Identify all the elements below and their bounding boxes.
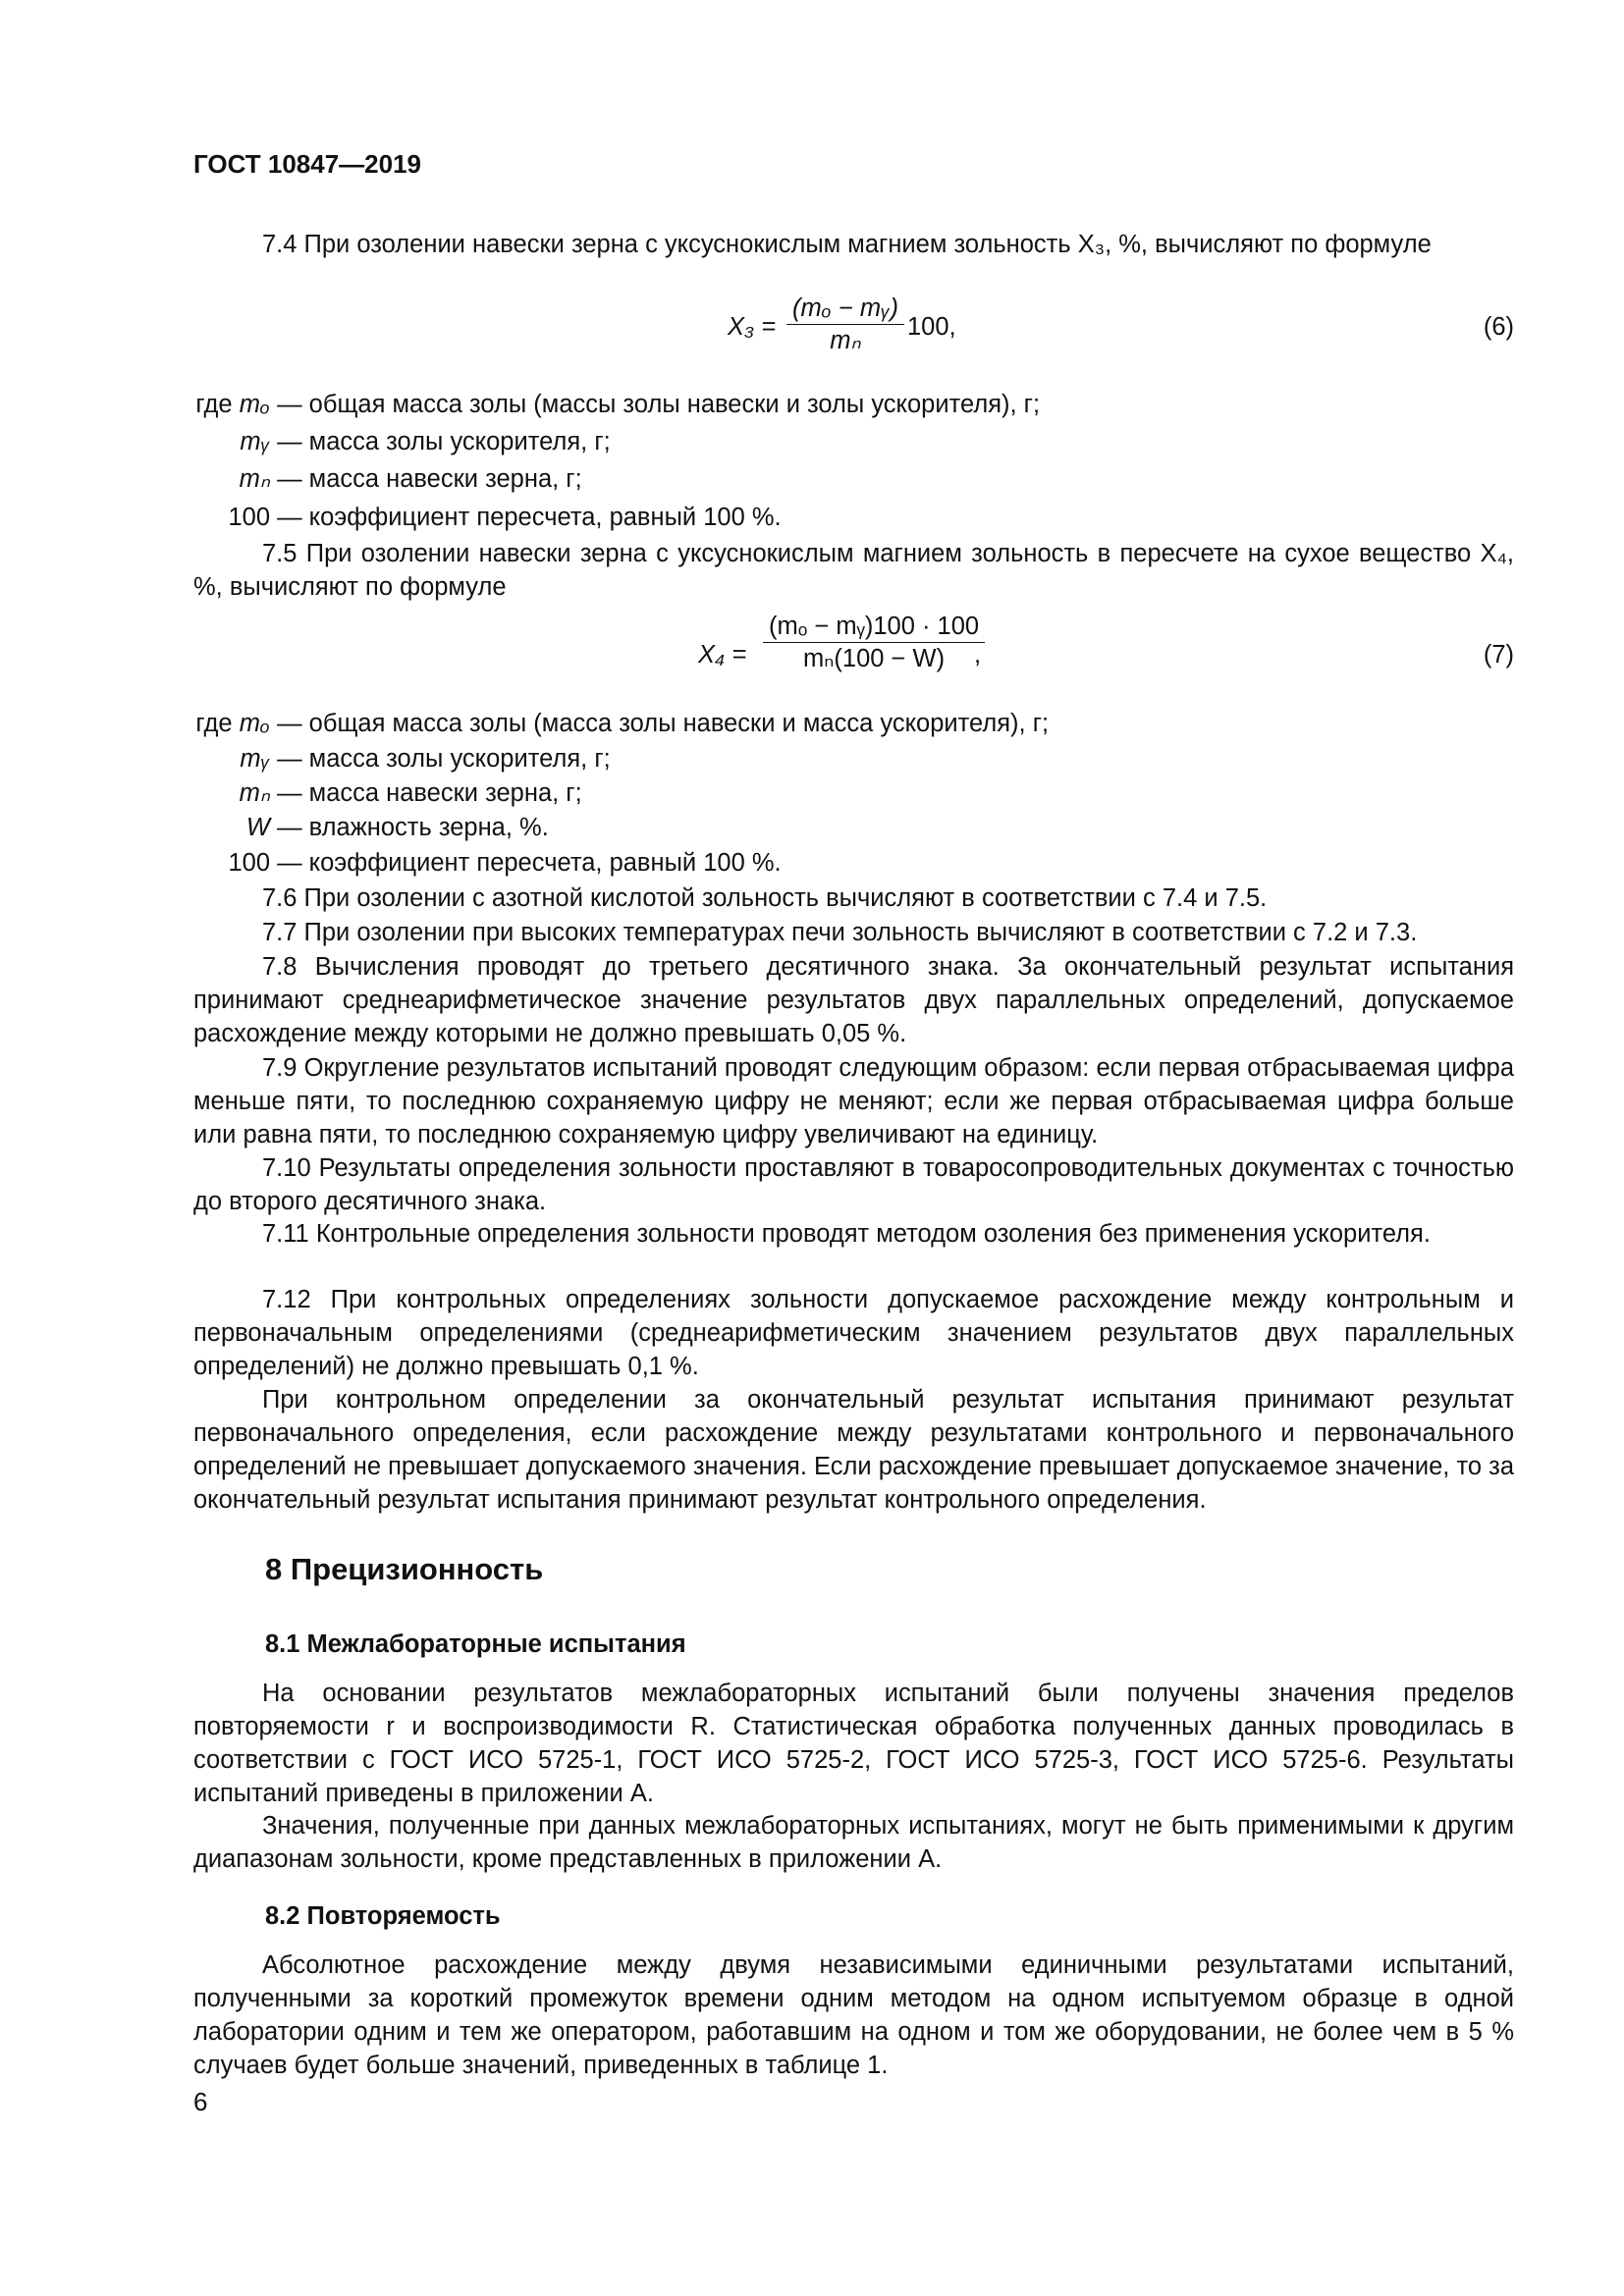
formula-6-denominator: mₙ <box>830 327 861 354</box>
paragraph-7-12-continued: При контрольном определении за окончательный результат испытания принимают результат первоначального определения, если расхождение между результатами контрольного и первоначального определений не превышает допускаемого значения. Если расхождение превышает допускаемое значение, то за окончательный результат испытания принимают результат контрольного определения. <box>193 1386 1514 1514</box>
legend-6-text: — общая масса золы (массы золы навески и золы ускорителя), г; <box>270 391 1041 418</box>
legend-6-text: — масса золы ускорителя, г; <box>270 428 611 455</box>
formula-7-fraction <box>763 611 985 674</box>
legend-7-text: — масса золы ускорителя, г; <box>270 745 611 773</box>
legend-6-symbol: mᵧ <box>240 428 270 455</box>
formula-7-numerator: (mₒ − mᵧ)100 · 100 <box>763 611 985 643</box>
paragraph-8-1-b: Значения, полученные при данных межлабораторных испытаниях, могут не быть применимыми к другим диапазонам зольности, кроме представленных в приложении А. <box>193 1812 1514 1873</box>
formula-7 <box>193 611 1514 689</box>
paragraph-7-8: 7.8 Вычисления проводят до третьего десятичного знака. За окончательный результат испытания принимают среднеарифметическое значение результатов двух параллельных определений, допускаемое расхождение между которыми не должно превышать 0,05 %. <box>193 953 1514 1047</box>
legend-7-symbol: mᵧ <box>240 745 270 773</box>
formula-6 <box>193 293 1514 371</box>
paragraph-7-11: 7.11 Контрольные определения зольности проводят методом озоления без применения ускорителя. <box>262 1220 1431 1248</box>
formula-6-tail: 100, <box>907 313 956 341</box>
legend-6-where: где <box>195 391 240 418</box>
legend-7-text: — коэффициент пересчета, равный 100 %. <box>270 849 782 877</box>
document-header: ГОСТ 10847—2019 <box>193 149 421 179</box>
paragraph-7-4: 7.4 При озолении навески зерна с уксуснокислым магнием зольность X₃, %, вычисляют по формуле <box>262 231 1432 258</box>
legend-7-symbol: mₙ <box>239 779 270 807</box>
section-heading-8: 8 Прецизионность <box>265 1552 544 1586</box>
legend-7-item <box>193 846 1514 880</box>
legend-6-text: — коэффициент пересчета, равный 100 %. <box>270 504 782 531</box>
legend-7-item <box>193 707 1514 740</box>
legend-7-where: где <box>195 710 240 737</box>
paragraph-7-10: 7.10 Результаты определения зольности проставляют в товаросопроводительных документах с точностью до второго десятичного знака. <box>193 1154 1514 1215</box>
subsection-heading-8-2: 8.2 Повторяемость <box>265 1902 501 1930</box>
legend-6-symbol: mₙ <box>239 465 270 493</box>
paragraph-8-2: Абсолютное расхождение между двумя независимыми единичными результатами испытаний, полученными за короткий промежуток времени одним методом на одном испытуемом образце в одной лаборатории одним и тем же оператором, работавшим на одном и том же оборудовании, не более чем в 5 % случаев будет больше значений, приведенных в таблице 1. <box>193 1951 1514 2079</box>
legend-6-symbol: mₒ <box>239 391 270 418</box>
formula-7-tail: , <box>974 641 982 668</box>
legend-7-text: — общая масса золы (масса золы навески и масса ускорителя), г; <box>270 710 1050 737</box>
paragraph-7-5: 7.5 При озолении навески зерна с уксуснокислым магнием зольность в пересчете на сухое вещество X₄, %, вычисляют по формуле <box>193 540 1514 601</box>
paragraph-7-7: 7.7 При озолении при высоких температурах печи зольность вычисляют в соответствии с 7.2 и 7.3. <box>262 919 1418 946</box>
legend-7-item <box>193 811 1514 844</box>
formula-6-number: (6) <box>1483 313 1514 341</box>
paragraph-8-1-a: На основании результатов межлабораторных испытаний были получены значения пределов повторяемости r и воспроизводимости R. Статистическая обработка полученных данных проводилась в соответствии с ГОСТ ИСО 5725-1, ГОСТ ИСО 5725-2, ГОСТ ИСО 5725-3, ГОСТ ИСО 5725-6. Результаты испытаний приведены в приложении А. <box>193 1680 1514 1807</box>
legend-7-item <box>193 742 1514 775</box>
legend-7-item <box>193 776 1514 810</box>
formula-7-number: (7) <box>1483 641 1514 668</box>
paragraph-7-12: 7.12 При контрольных определениях зольности допускаемое расхождение между контрольным и первоначальным определениями (среднеарифметическим значением результатов двух параллельных определений) не должно превышать 0,1 %. <box>193 1286 1514 1380</box>
legend-6-item <box>193 388 1514 421</box>
legend-6-item <box>193 462 1514 496</box>
legend-7-symbol: 100 <box>228 849 270 877</box>
legend-7-text: — влажность зерна, %. <box>270 814 549 841</box>
legend-6-text: — масса навески зерна, г; <box>270 465 582 493</box>
subsection-heading-8-1: 8.1 Межлабораторные испытания <box>265 1630 686 1658</box>
formula-7-denominator: mₙ(100 − W) <box>803 645 946 672</box>
legend-6-item <box>193 425 1514 458</box>
legend-7-symbol: W <box>245 814 270 841</box>
paragraph-7-6: 7.6 При озолении с азотной кислотой зольность вычисляют в соответствии с 7.4 и 7.5. <box>262 884 1268 912</box>
legend-6-item <box>193 501 1514 534</box>
formula-6-lhs: X₃ = <box>728 313 777 341</box>
formula-7-lhs: X₄ = <box>698 641 747 668</box>
legend-6-symbol: 100 <box>228 504 270 531</box>
legend-7-text: — масса навески зерна, г; <box>270 779 582 807</box>
formula-6-fraction <box>786 293 904 356</box>
paragraph-7-9: 7.9 Округление результатов испытаний проводят следующим образом: если первая отбрасываемая цифра меньше пяти, то последнюю сохраняемую цифру не меняют; если же первая отбрасываемая цифра больше или равна пяти, то последнюю сохраняемую цифру увеличивают на единицу. <box>193 1054 1514 1148</box>
page-number: 6 <box>193 2087 208 2116</box>
formula-6-numerator: (mₒ − mᵧ) <box>786 293 904 325</box>
legend-7-symbol: mₒ <box>239 710 270 737</box>
